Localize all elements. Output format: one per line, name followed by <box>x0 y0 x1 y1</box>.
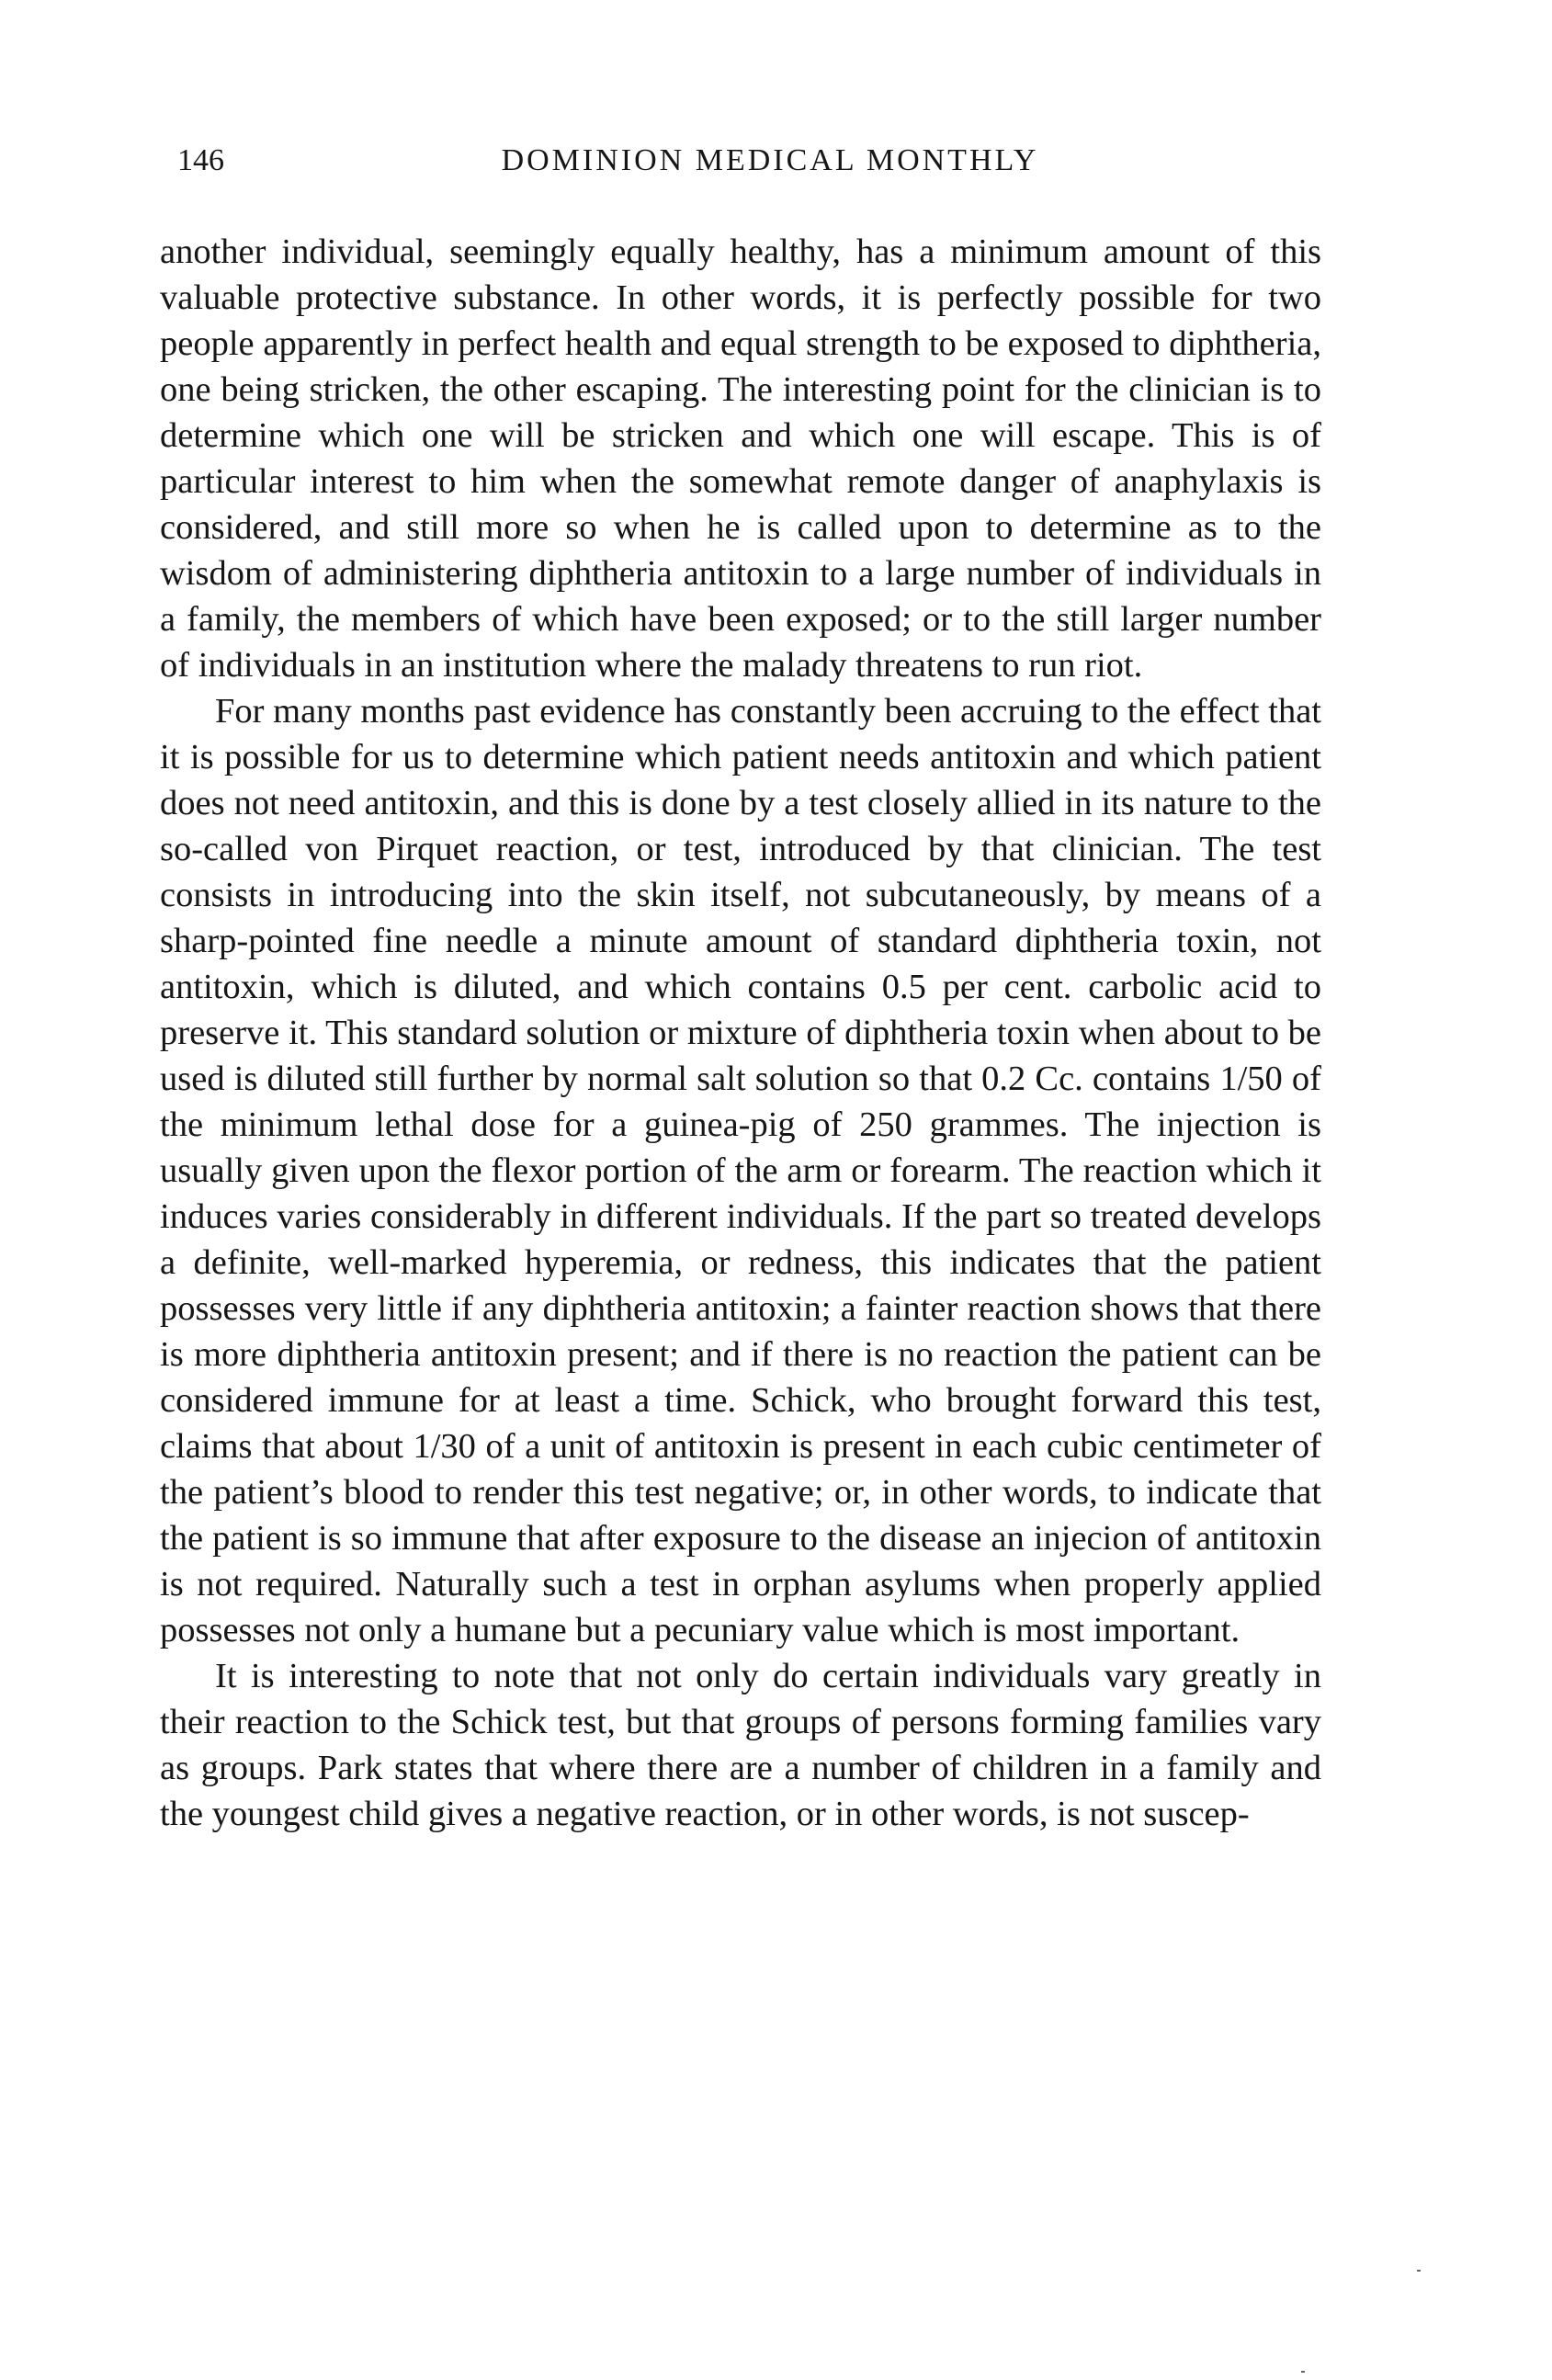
page-number: 146 <box>177 143 224 177</box>
paragraph-3: It is interesting to note that not only do certain individuals vary greatly in their reaction to the Schick test, but that groups of persons forming families vary as groups. Park states that where there are a number of children in a family and the youngest child gives a negative reaction, or in other words, is not suscep- <box>160 1657 1321 1833</box>
scan-speck <box>1417 2270 1421 2272</box>
running-title: DOMINION MEDICAL MONTHLY <box>501 143 1039 177</box>
paragraph-1: another individual, seemingly equally healthy, has a minimum amount of this valuable protective substance. In other words, it is perfectly possible for two people apparently in perfect health and equal strength to be exposed to diphtheria, one being stricken, the other escaping. The interesting point for the clinician is to determine which one will be stricken and which one will escape. This is of particular interest to him when the somewhat remote danger of anaphylaxis is considered, and still more so when he is called upon to determine as to the wisdom of administering diphtheria antitoxin to a large number of individuals in a family, the members of which have been exposed; or to the still larger number of individuals in an institution where the malady threatens to run riot. <box>160 232 1321 685</box>
paragraph-2: For many months past evidence has constantly been accruing to the effect that it is possible for us to determine which patient needs antitoxin and which patient does not need antitoxin, and this is done by a test closely allied in its nature to the so-called von Pirquet reaction, or test, introduced by that clinician. The test consists in introducing into the skin itself, not subcutaneously, by means of a sharp-pointed fine needle a minute amount of standard diphtheria toxin, not antitoxin, which is diluted, and which contains 0.5 per cent. carbolic acid to preserve it. This standard solution or mixture of diphtheria toxin when about to be used is diluted still further by normal salt solution so that 0.2 Cc. contains 1/50 of the minimum lethal dose for a guinea-pig of 250 grammes. The injection is usually given upon the flexor portion of the arm or forearm. The reaction which it induces varies considerably in different individuals. If the part so treated develops a definite, well-marked hyperemia, or redness, this indicates that the patient possesses very little if any diphtheria antitoxin; a fainter reaction shows that there is more diphtheria antitoxin present; and if there is no reaction the patient can be considered immune for at least a time. Schick, who brought forward this test, claims that about 1/30 of a unit of antitoxin is present in each cubic centimeter of the patient’s blood to render this test negative; or, in other words, to indicate that the patient is so immune that after exposure to the disease an injecion of antitoxin is not required. Naturally such a test in orphan asylums when properly applied possesses not only a humane but a pecuniary value which is most important. <box>160 692 1321 1649</box>
body-text <box>160 229 1321 1837</box>
page-header <box>177 133 1363 188</box>
scan-speck <box>1301 2371 1305 2373</box>
